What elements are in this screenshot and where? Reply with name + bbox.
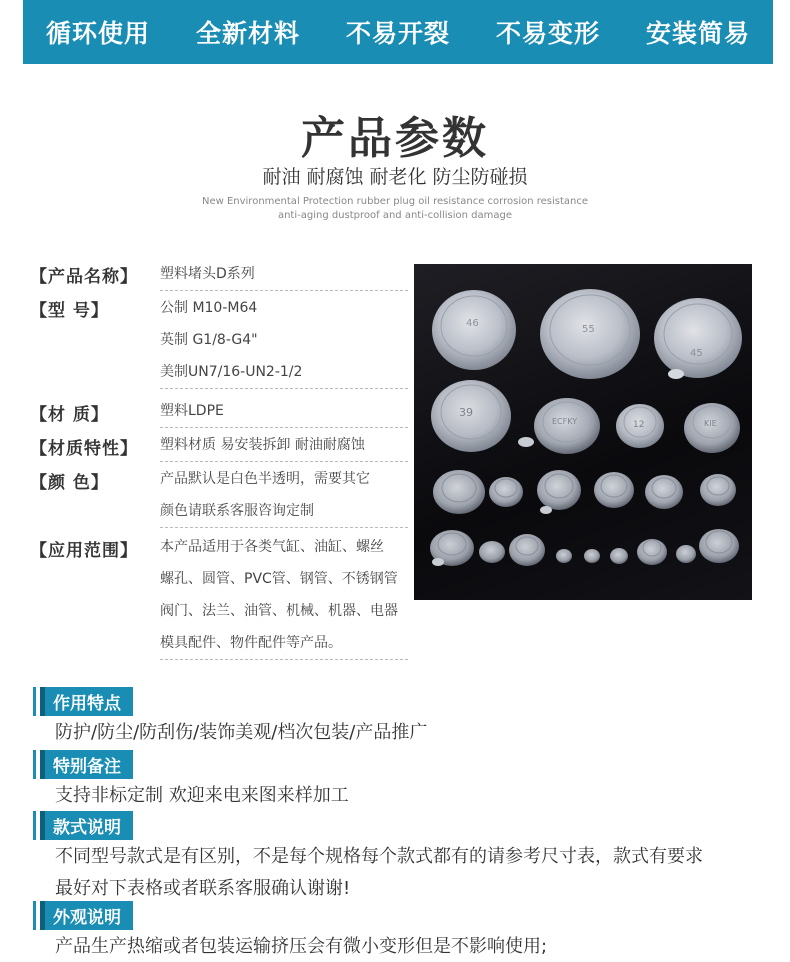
english-line-1: New Environmental Protection rubber plug oil resistance corrosion resistance bbox=[201, 196, 589, 207]
cap-large bbox=[540, 289, 640, 379]
color-line: 颜色请联系客服咨询定制 bbox=[160, 503, 314, 519]
cap-label: 46 bbox=[466, 318, 479, 329]
cap-large bbox=[654, 298, 742, 379]
section-appearance bbox=[40, 901, 547, 962]
caps-illustration bbox=[414, 264, 752, 600]
english-line-2: anti-aging dustproof and anti-collision damage bbox=[277, 210, 513, 221]
cap-label: 55 bbox=[582, 324, 595, 335]
section-text: 产品生产热缩或者包装运输挤压会有微小变形但是不影响使用; bbox=[55, 936, 548, 957]
cap-medium bbox=[518, 398, 600, 454]
param-label-color: 【颜 色】 bbox=[30, 473, 109, 493]
section-tag: 外观说明 bbox=[40, 901, 133, 930]
model-line: 公制 M10-M64 bbox=[160, 300, 258, 316]
cap-row3 bbox=[433, 470, 736, 514]
param-label-application: 【应用范围】 bbox=[30, 541, 138, 561]
cap-medium bbox=[431, 380, 511, 452]
param-value-color bbox=[160, 463, 408, 528]
cap-row4 bbox=[430, 529, 739, 566]
application-line: 模具配件、物件配件等产品。 bbox=[160, 635, 342, 651]
param-label-model: 【型 号】 bbox=[30, 301, 109, 321]
page-subtitle: 耐油 耐腐蚀 耐老化 防尘防碰损 bbox=[262, 166, 528, 188]
model-line: 英制 G1/8-G4" bbox=[160, 332, 258, 348]
section-style-notes bbox=[40, 811, 790, 904]
section-text: 防护/防尘/防刮伤/装饰美观/档次包装/产品推广 bbox=[55, 722, 428, 743]
section-features bbox=[40, 687, 427, 748]
banner-item: 安装简易 bbox=[645, 19, 750, 48]
application-line: 阀门、法兰、油管、机械、机器、电器 bbox=[160, 603, 398, 619]
cap-label: 39 bbox=[459, 406, 473, 419]
page-title: 产品参数 bbox=[301, 113, 489, 164]
param-value-application bbox=[160, 531, 408, 660]
color-line: 产品默认是白色半透明，需要其它 bbox=[160, 471, 370, 487]
cap-label: 45 bbox=[690, 348, 703, 359]
cap-small bbox=[684, 403, 740, 453]
param-label-material: 【材 质】 bbox=[30, 405, 109, 425]
param-label-property: 【材质特性】 bbox=[30, 439, 138, 459]
param-value-property: 塑料材质 易安装拆卸 耐油耐腐蚀 bbox=[160, 429, 408, 462]
cap-label: ECFKY bbox=[552, 417, 578, 426]
banner-item: 全新材料 bbox=[195, 19, 300, 48]
section-tag: 作用特点 bbox=[40, 687, 133, 716]
cap-label: KIE bbox=[704, 419, 717, 428]
banner-item: 不易开裂 bbox=[345, 19, 450, 48]
param-value-material: 塑料LDPE bbox=[160, 395, 408, 428]
cap-label: 12 bbox=[633, 420, 645, 430]
feature-banner bbox=[23, 0, 773, 64]
banner-item: 不易变形 bbox=[495, 19, 600, 48]
section-special-notes bbox=[40, 750, 349, 811]
banner-item: 循环使用 bbox=[45, 19, 150, 48]
section-text: 最好对下表格或者联系客服确认谢谢! bbox=[55, 878, 351, 899]
application-line: 螺孔、圆管、PVC管、钢管、不锈钢管 bbox=[160, 571, 398, 587]
param-value-model bbox=[160, 292, 408, 389]
section-text: 不同型号款式是有区别，不是每个规格每个款式都有的请参考尺寸表，款式有要求 bbox=[55, 846, 703, 867]
application-line: 本产品适用于各类气缸、油缸、螺丝 bbox=[160, 539, 384, 555]
section-tag: 款式说明 bbox=[40, 811, 133, 840]
param-value-name: 塑料堵头D系列 bbox=[160, 258, 408, 291]
param-label-name: 【产品名称】 bbox=[30, 267, 138, 287]
cap-small bbox=[616, 404, 664, 448]
cap-large bbox=[432, 290, 516, 370]
model-line: 美制UN7/16-UN2-1/2 bbox=[160, 364, 303, 380]
product-photo bbox=[414, 264, 752, 600]
section-tag: 特别备注 bbox=[40, 750, 133, 779]
section-text: 支持非标定制 欢迎来电来图来样加工 bbox=[55, 785, 349, 806]
